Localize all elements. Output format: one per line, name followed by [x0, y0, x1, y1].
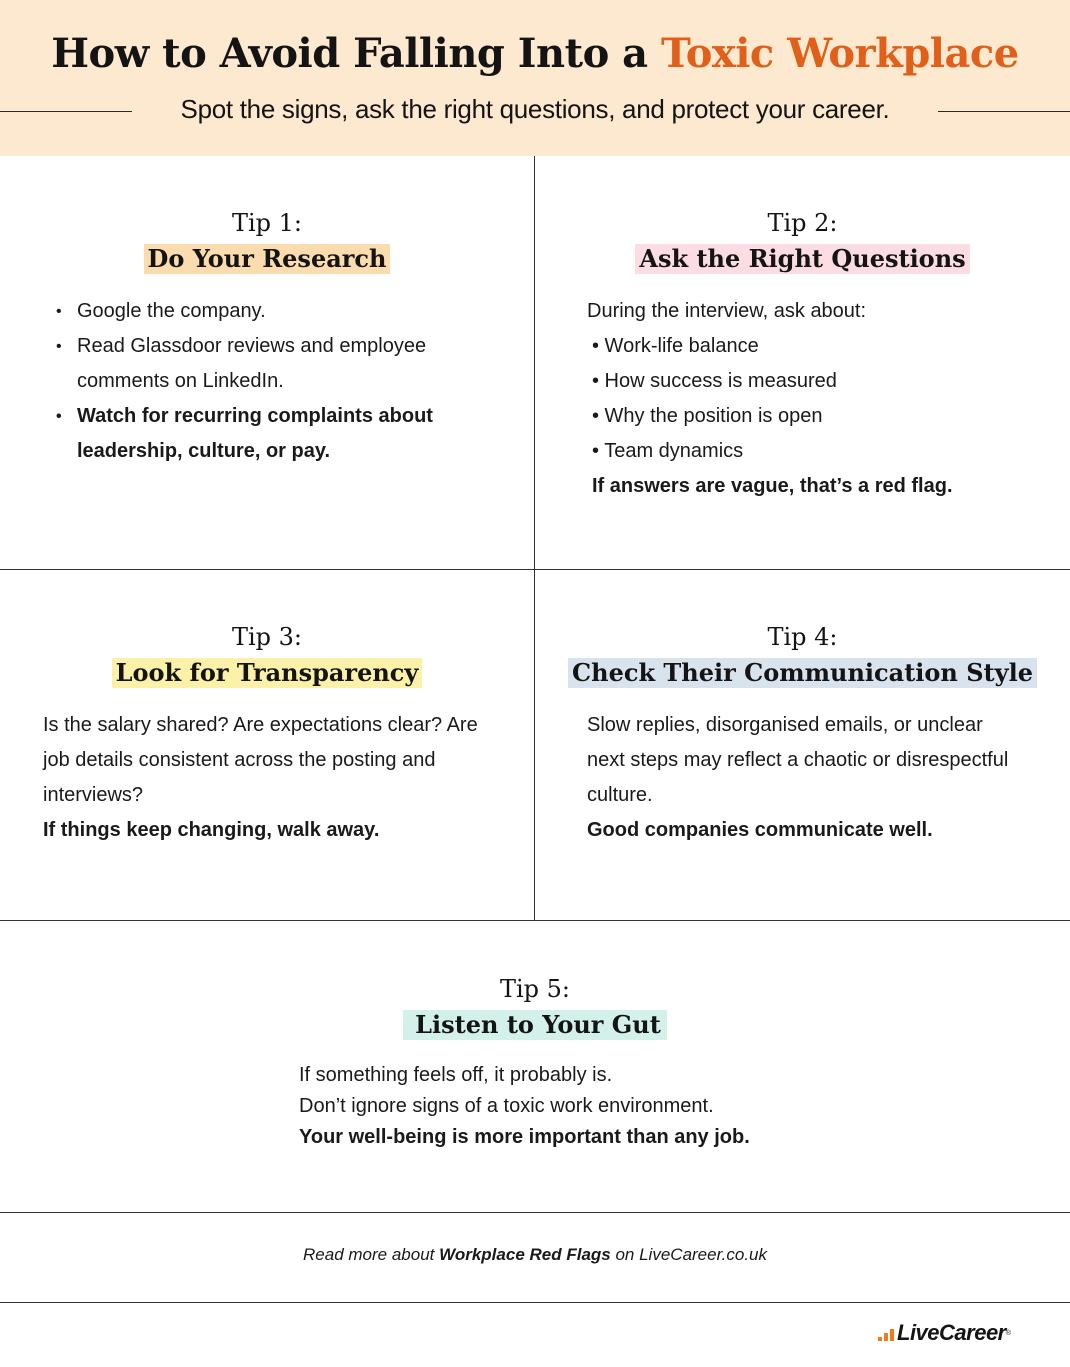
tip-3-number: Tip 3:	[231, 623, 303, 651]
list-item: • How success is measured	[592, 370, 837, 392]
footer-link[interactable]: Workplace Red Flags	[439, 1245, 611, 1264]
tip-4-number: Tip 4:	[767, 623, 838, 651]
footer-divider-bottom	[0, 1302, 1070, 1303]
tip-2-conclusion: If answers are vague, that’s a red flag.	[592, 475, 953, 497]
tip-3-body	[43, 708, 493, 848]
tip-4-text: Slow replies, disorganised emails, or unclear next steps may reflect a chaotic or disrespectful culture.	[587, 714, 1009, 806]
list-item: • Google the company.	[44, 294, 484, 329]
list-item: • Watch for recurring complaints about leadership, culture, or pay.	[44, 399, 484, 469]
tip-2-intro: During the interview, ask about:	[587, 300, 867, 322]
tip-2-title: Ask the Right Questions	[635, 244, 969, 274]
livecareer-logo	[878, 1318, 1011, 1348]
title-main: How to Avoid Falling Into a	[51, 30, 648, 77]
header-banner	[0, 0, 1070, 156]
tip-1-number: Tip 1:	[231, 209, 303, 237]
footer-prefix: Read more about	[303, 1245, 440, 1264]
tip-5-line: If something feels off, it probably is.	[299, 1064, 613, 1086]
tip-5-number: Tip 5:	[499, 975, 571, 1003]
tip-1-title: Do Your Research	[144, 244, 391, 274]
grid-divider-row-2	[0, 920, 1070, 921]
tip-4-heading	[535, 622, 1070, 688]
grid-divider-row-1	[0, 569, 1070, 570]
tip-5-conclusion: Your well-being is more important than any job.	[299, 1126, 750, 1148]
subtitle-row	[0, 94, 1070, 128]
subtitle: Spot the signs, ask the right questions, and protect your career.	[180, 94, 890, 124]
tip-2-heading	[535, 208, 1070, 274]
tip-5-line: Don’t ignore signs of a toxic work environment.	[299, 1095, 714, 1117]
page-title	[0, 30, 1070, 77]
tip-5-body	[299, 1060, 819, 1153]
tip-1-body	[44, 294, 484, 469]
subtitle-divider-left	[0, 111, 132, 112]
tip-2-body	[587, 294, 1027, 504]
tip-4-conclusion: Good companies communicate well.	[587, 819, 933, 841]
tip-4-title: Check Their Communication Style	[568, 658, 1037, 688]
list-item: • Read Glassdoor reviews and employee comments on LinkedIn.	[44, 329, 484, 399]
tip-4-body	[587, 708, 1017, 848]
list-item: • Work-life balance	[592, 335, 759, 357]
tip-3-title: Look for Transparency	[112, 658, 423, 688]
subtitle-divider-right	[938, 111, 1070, 112]
footer-divider-top	[0, 1212, 1070, 1213]
tip-3-text: Is the salary shared? Are expectations clear? Are job details consistent across the posting and interviews?	[43, 714, 478, 806]
footer-note	[0, 1245, 1070, 1265]
tip-5-heading	[0, 974, 1070, 1040]
tip-3-heading	[0, 622, 534, 688]
logo-registered-mark: ®	[1005, 1329, 1011, 1337]
footer-suffix: on LiveCareer.co.uk	[610, 1245, 767, 1264]
title-accent: Toxic Workplace	[661, 30, 1019, 77]
tip-3-conclusion: If things keep changing, walk away.	[43, 819, 380, 841]
list-item: • Why the position is open	[592, 405, 823, 427]
tip-1-heading	[0, 208, 534, 274]
list-item: • Team dynamics	[592, 440, 744, 462]
logo-text: LiveCareer	[897, 1320, 1006, 1345]
tip-5-title: Listen to Your Gut	[403, 1010, 667, 1040]
logo-bars-icon	[878, 1325, 894, 1341]
tip-2-number: Tip 2:	[767, 209, 838, 237]
